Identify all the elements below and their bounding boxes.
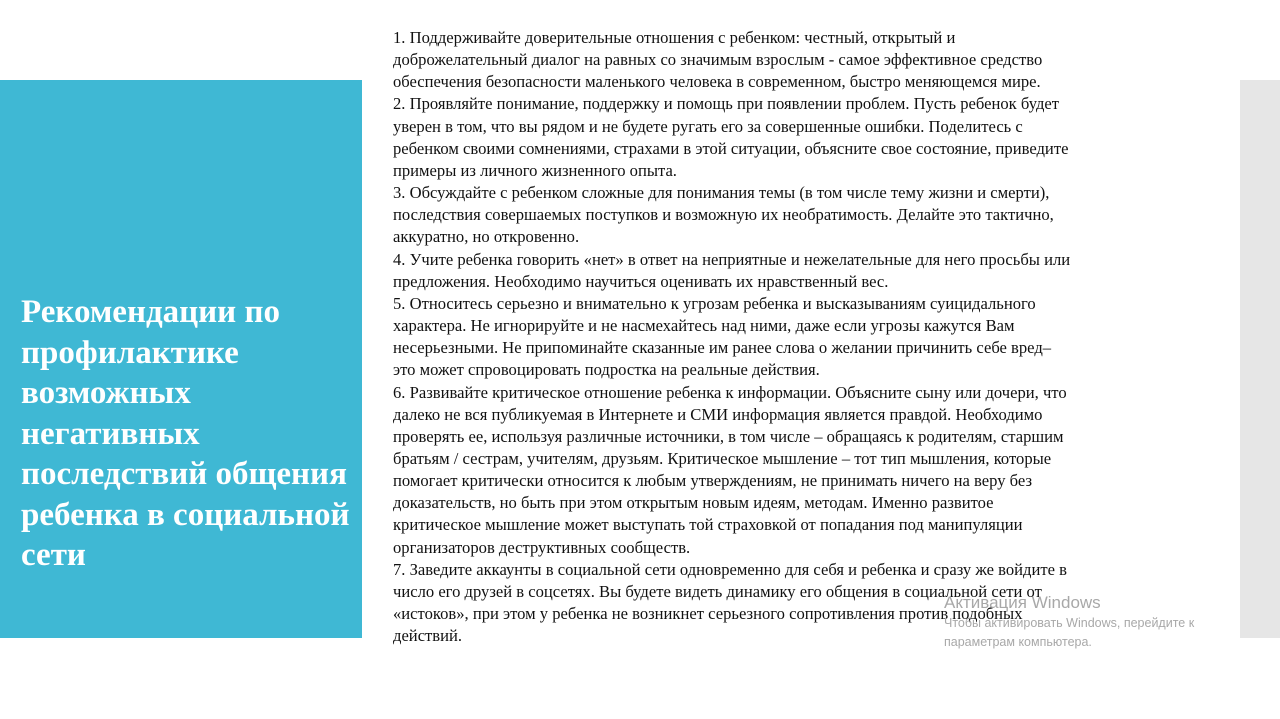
text-line: это может спровоцировать подростка на реальные действия. — [393, 360, 820, 380]
text-line: проверять ее, используя различные источники, в том числе – обращаясь к родителям, старшим — [393, 426, 1064, 446]
text-line: «истоков», при этом у ребенка не возникнет серьезного сопротивления против подобных — [393, 604, 1023, 624]
text-line: ребенком своими сомнениями, страхами в этой ситуации, объясните свое состояние, приведите — [393, 138, 1069, 158]
text-line: 3. Обсуждайте с ребенком сложные для понимания темы (в том числе тему жизни и смерти), — [393, 183, 1050, 203]
recommendation-paragraph — [393, 293, 1070, 382]
slide-content — [393, 27, 1070, 647]
text-line: 6. Развивайте критическое отношение ребенка к информации. Объясните сыну или дочери, что — [393, 382, 1067, 402]
text-line: 1. Поддерживайте доверительные отношения с ребенком: честный, открытый и — [393, 28, 956, 47]
text-line: критическое мышление может выступать той страховкой от попадания под манипуляции — [393, 515, 1023, 535]
text-line: несерьезными. Не припоминайте сказанные им ранее слова о желании причинить себе вред– — [393, 338, 1052, 358]
slide-title: Рекомендации по профилактике возможных негативных последствий общения ребенка в социальной сети — [21, 294, 350, 573]
windows-activation-watermark — [944, 592, 1244, 652]
recommendation-paragraph — [393, 249, 1070, 293]
text-line: 2. Проявляйте понимание, поддержку и помощь при появлении проблем. Пусть ребенок будет — [393, 94, 1060, 114]
side-bar — [1240, 80, 1280, 638]
recommendation-paragraph — [393, 93, 1070, 182]
text-line: организаторов деструктивных сообществ. — [393, 537, 691, 557]
watermark-title: Активация Windows — [944, 593, 1101, 612]
recommendation-paragraph — [393, 382, 1070, 559]
text-line: доказательств, но быть при этом открытым новым идеям, методам. Именно развитое — [393, 493, 994, 513]
text-line: доброжелательный диалог на равных со значимым взрослым - самое эффективное средство — [393, 50, 1043, 70]
text-line: помогает критически относится к любым утверждениям, не принимать ничего на веру без — [393, 471, 1033, 491]
text-line: примеры из личного жизненного опыта. — [393, 160, 677, 180]
text-line: братьям / сестрам, учителям, друзьям. Критическое мышление – тот тип мышления, которые — [393, 448, 1052, 468]
text-line: предложения. Необходимо научиться оценивать их нравственный вес. — [393, 271, 889, 291]
text-line: 7. Заведите аккаунты в социальной сети одновременно для себя и ребенка и сразу же войдите в — [393, 559, 1067, 579]
text-line: уверен в том, что вы рядом и не будете ругать его за совершенные ошибки. Поделитесь с — [393, 116, 1023, 136]
text-line: 5. Относитесь серьезно и внимательно к угрозам ребенка и высказываниям суицидального — [393, 293, 1036, 313]
text-line: последствия совершаемых поступков и возможную их необратимость. Делайте это тактично, — [393, 205, 1054, 225]
text-line: 4. Учите ребенка говорить «нет» в ответ на неприятные и нежелательные для него просьбы или — [393, 249, 1071, 269]
text-line: характера. Не игнорируйте и не насмехайтесь над ними, даже если угрозы кажутся Вам — [393, 316, 1015, 336]
text-line: обеспечения безопасности маленького человека в современном, быстро меняющемся мире. — [393, 72, 1041, 92]
text-line: аккуратно, но откровенно. — [393, 227, 580, 247]
recommendation-paragraph — [393, 27, 1070, 93]
text-line: число его друзей в соцсетях. Вы будете видеть динамику его общения в социальной сети от — [393, 581, 1042, 601]
text-line: далеко не вся публикуемая в Интернете и СМИ информация является правдой. Необходимо — [393, 404, 1043, 424]
watermark-subtitle: Чтобы активировать Windows, перейдите к параметрам компьютера. — [944, 616, 1195, 649]
recommendation-paragraph — [393, 182, 1070, 248]
text-line: действий. — [393, 626, 463, 646]
title-panel — [0, 80, 362, 638]
